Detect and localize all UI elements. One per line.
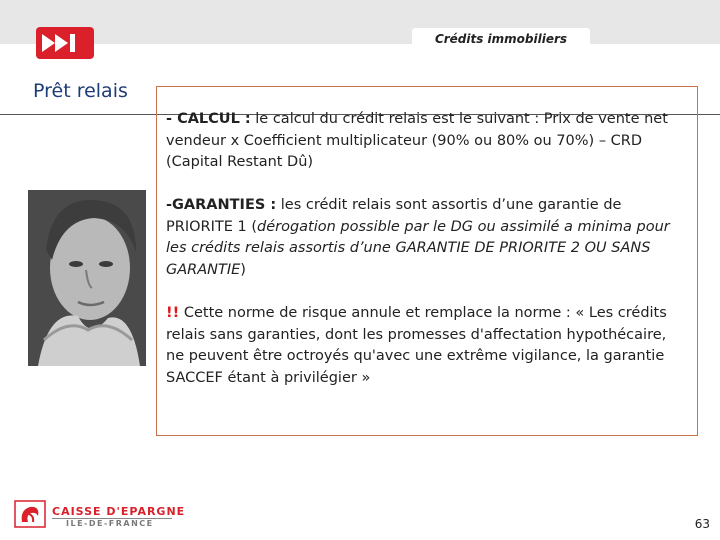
header-band bbox=[0, 0, 720, 44]
brand-region: ILE-DE-FRANCE bbox=[66, 519, 154, 528]
alert-marker: !! bbox=[166, 305, 180, 321]
garanties-paragraph bbox=[166, 195, 686, 281]
norm-note-paragraph bbox=[166, 303, 686, 389]
garanties-text-end: ) bbox=[240, 261, 246, 278]
garanties-label: -GARANTIES : bbox=[166, 197, 277, 213]
squirrel-icon bbox=[14, 500, 48, 528]
garanties-derogation-text: dérogation possible par le DG ou assimilé a minima pour les crédits relais assortis d’une GARANTIE DE PRIORITE 2 OU SANS GARANTIE bbox=[166, 218, 670, 278]
brand-name: CAISSE D'EPARGNE bbox=[52, 505, 186, 518]
calcul-text: le calcul du crédit relais est le suivant : Prix de vente net vendeur x Coefficient multiplicateur (90% ou 80% ou 70%) – CRD (Capital Restant Dû) bbox=[166, 111, 668, 170]
content-panel bbox=[156, 86, 698, 436]
garanties-text: les crédit relais sont assortis d’une garantie de PRIORITE 1 ( bbox=[166, 197, 622, 235]
calcul-label: - CALCUL : bbox=[166, 111, 251, 127]
norm-note-text: Cette norme de risque annule et remplace la norme : « Les crédits relais sans garanties, dont les promesses d'affectation hypothécaire, ne peuvent être octroyés qu'avec une extrême vigilance, la garantie SACCEF étant à privilégier » bbox=[166, 305, 667, 386]
page-title: Prêt relais bbox=[33, 80, 128, 102]
portrait-photo bbox=[28, 190, 146, 366]
calcul-paragraph bbox=[166, 109, 686, 174]
section-tab[interactable]: Crédits immobiliers bbox=[412, 28, 590, 50]
fast-forward-icon bbox=[36, 27, 94, 59]
page-number: 63 bbox=[694, 517, 710, 531]
